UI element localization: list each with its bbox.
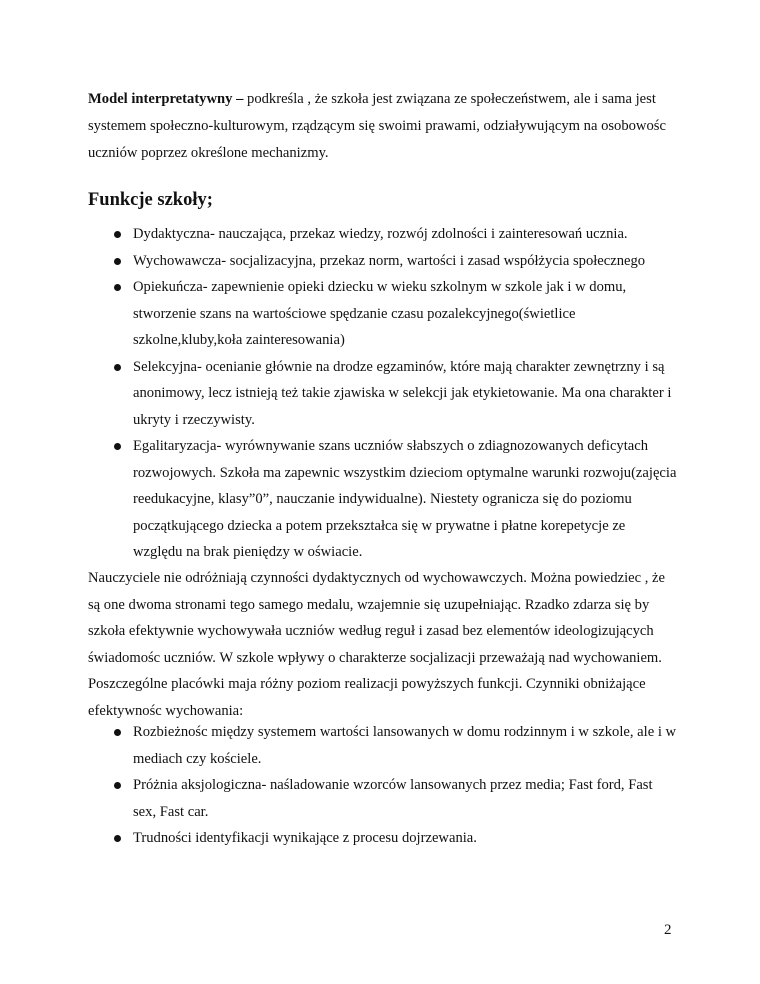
list-item-text: Trudności identyfikacji wynikające z procesu dojrzewania.	[133, 830, 477, 846]
functions-list	[88, 221, 678, 566]
list-item-text: Opiekuńcza- zapewnienie opieki dziecku w wieku szkolnym w szkole jak i w domu, stworzenie szans na wartościowe spędzanie czasu pozalekcyjnego(świetlice szkolne,kluby,koła zainteresowania)	[133, 279, 627, 348]
list-item	[88, 433, 678, 566]
list-item-text: Egalitaryzacja- wyrównywanie szans uczniów słabszych o zdiagnozowanych deficytach rozwojowych. Szkoła ma zapewnic wszystkim dzieciom optymalne warunki rozwoju(zajęcia reedukacyjne, klasy”0”, nauczanie indywidualne). Niestety ogranicza się do poziomu początkującego dziecka a potem przekształca się w prywatne i płatne korepetycje ze względu na brak pieniędzy w oświacie.	[133, 438, 677, 560]
page-number: 2	[664, 922, 672, 938]
list-item	[88, 719, 678, 772]
bullet-icon	[114, 729, 121, 736]
list-item-text: Próżnia aksjologiczna- naśladowanie wzorców lansowanych przez media; Fast ford, Fast sex, Fast car.	[133, 777, 653, 820]
bullet-icon	[114, 231, 121, 238]
list-item	[88, 825, 678, 852]
factors-list	[88, 719, 678, 852]
bullet-icon	[114, 835, 121, 842]
list-item-text: Dydaktyczna- nauczająca, przekaz wiedzy, rozwój zdolności i zainteresowań ucznia.	[133, 226, 628, 242]
list-item-text: Wychowawcza- socjalizacyjna, przekaz norm, wartości i zasad współżycia społecznego	[133, 252, 646, 269]
list-item	[88, 221, 678, 248]
bullet-icon	[114, 782, 121, 789]
bullet-icon	[114, 443, 121, 450]
list-item	[88, 354, 678, 434]
list-item-text: Selekcyjna- ocenianie głównie na drodze egzaminów, które mają charakter zewnętrzny i są anonimowy, lecz istnieją też takie zjawiska w selekcji jak etykietowanie. Ma ona charakter i ukryty i rzeczywisty.	[133, 358, 672, 428]
intro-paragraph	[88, 86, 678, 167]
intro-term: Model interpretatywny –	[88, 91, 244, 107]
functions-heading: Funkcje szkoły;	[88, 190, 213, 210]
intro-text: podkreśla , że szkoła jest związana ze społeczeństwem, ale i sama jest systemem społeczno-kulturowym, rządzącym się swoimi prawami, odziaływującym na osobowośc uczniów poprzez określone mechanizmy.	[88, 91, 666, 161]
bullet-icon	[114, 258, 121, 265]
list-item	[88, 274, 678, 354]
body-paragraph: Nauczyciele nie odróżniają czynności dydaktycznych od wychowawczych. Można powiedziec , że są one dwoma stronami tego samego medalu, wzajemnie się uzupełniając. Rzadko zdarza się by szkoła efektywnie wychowywała uczniów według reguł i zasad bez elementów ideologizujących świadomośc uczniów. W szkole wpływy o charakterze socjalizacji przeważają nad wychowaniem. Poszczególne placówki maja różny poziom realizacji powyższych funkcji. Czynniki obniżające efektywnośc wychowania:	[88, 570, 666, 719]
bullet-icon	[114, 364, 121, 371]
list-item-text: Rozbieżnośc między systemem wartości lansowanych w domu rodzinnym i w szkole, ale i w mediach czy kościele.	[133, 724, 677, 767]
list-item	[88, 772, 678, 825]
bullet-icon	[114, 284, 121, 291]
list-item	[88, 248, 678, 275]
